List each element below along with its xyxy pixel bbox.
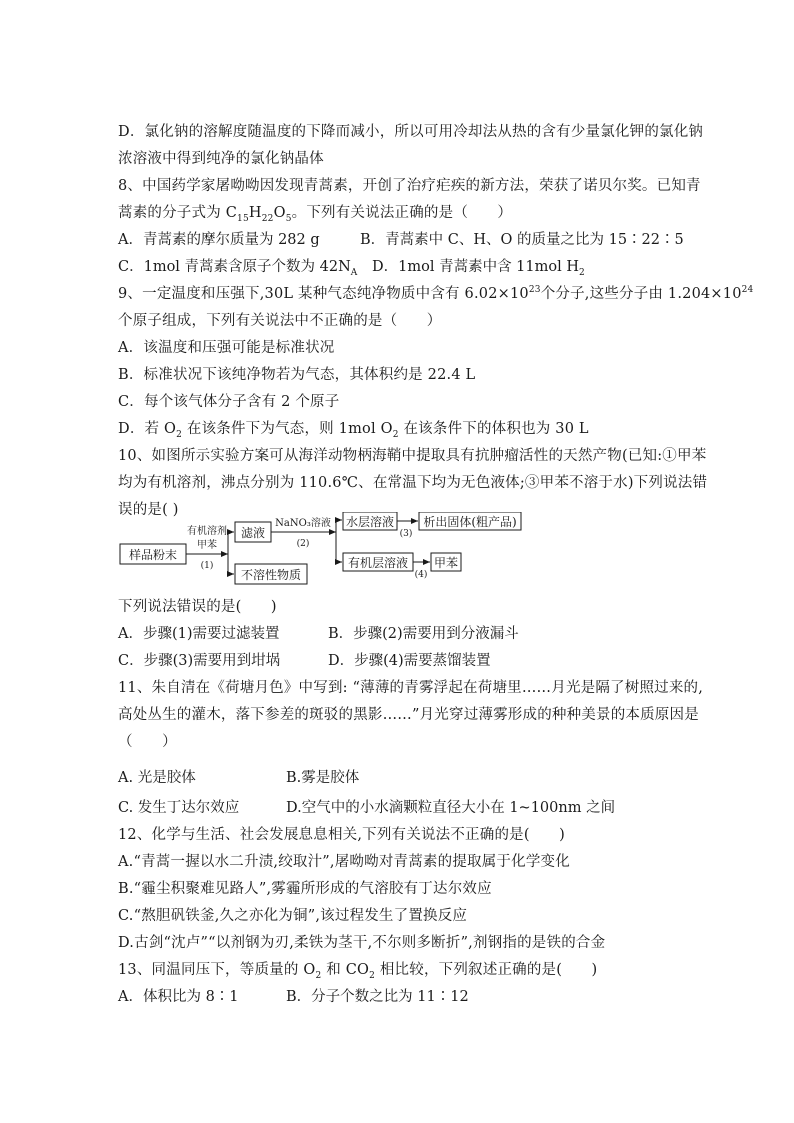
q8-option-a: A．青蒿素的摩尔质量为 282 g [118,232,320,248]
q12-option-d: D.古剑“沈卢”“以剂钢为刃,柔铁为茎干,不尔则多断折”,剂钢指的是铁的合金 [118,935,606,951]
q8-option-d: D．1mol 青蒿素中含 11mol $H_2$ [372,259,585,278]
flow-solid-label: 析出固体(粗产品) [423,515,517,529]
flow-step3: (3) [399,529,413,539]
flow-reagent1-top: 有机溶剂 [187,526,227,537]
q9-option-d: D．若 $O_2$ 在该条件下为气态，则 1mol $O_2$ 在该条件下的体积也为 30 L [118,421,589,440]
flow-sample-label: 样品粉末 [128,548,178,562]
q9-option-b: B．标准状况下该纯净物若为气态，其体积约是 22.4 L [118,367,476,383]
q11-stem-line3: （ ） [118,734,177,750]
q12-option-b: B.“霾尘积聚难见路人”,雾霾所形成的气溶胶有丁达尔效应 [118,881,492,897]
q9-stem-line2: 个原子组成，下列有关说法中不正确的是（ ） [118,313,442,329]
q12-option-c: C.“熬胆矾铁釜,久之亦化为铜”,该过程发生了置换反应 [118,908,468,924]
q10-stem-line3: 误的是( ) [118,502,179,518]
q9-option-c: C．每个该气体分子含有 2 个原子 [118,394,340,410]
q7-option-d-line1: D．氯化钠的溶解度随温度的下降而减小，所以可用冷却法从热的含有少量氯化钾的氯化钠 [118,124,704,140]
q10-option-b: B．步骤(2)需要用到分液漏斗 [328,626,519,642]
q10-stem-line2: 均为有机溶剂，沸点分别为 110.6℃、在常温下均为无色液体;③甲苯不溶于水)下列说法错 [118,475,708,491]
flow-step4: (4) [414,570,428,580]
q7-option-d-line2: 浓溶液中得到纯净的氯化钠晶体 [118,151,324,167]
flow-aqueous-label: 水层溶液 [345,515,395,529]
flow-reagent1-bottom: 甲苯 [197,540,217,551]
flow-filtrate-label: 滤液 [240,526,266,540]
flow-reagent2: NaNO₃溶液 [275,518,331,529]
q8-stem-line1: 8、中国药学家屠呦呦因发现青蒿素，开创了治疗疟疾的新方法，荣获了诺贝尔奖。已知青 [118,178,701,194]
q11-stem-line1: 11、朱自清在《荷塘月色》中写到: “薄薄的青雾浮起在荷塘里……月光是隔了树照过来的, [118,680,704,696]
q9-stem-line1: 9、一定温度和压强下,30L 某种气态纯净物质中含有 $6.02\times 10^{23}$个分子,这些分子由 $1.204\times 10^{24}$ [118,285,754,302]
q11-option-c: C. 发生丁达尔效应 [118,800,240,816]
q11-option-a: A. 光是胶体 [118,770,196,786]
q13-stem: 13、同温同压下，等质量的 $O_2$ 和 $CO_2$ 相比较，下列叙述正确的是( ) [118,962,598,981]
q12-option-a: A.“青蒿一握以水二升渍,绞取汁”,屠呦呦对青蒿素的提取属于化学变化 [118,854,570,870]
q13-option-b: B．分子个数之比为 11∶12 [286,989,469,1005]
q10-question: 下列说法错误的是( ) [118,599,277,615]
q10-stem-line1: 10、如图所示实验方案可从海洋动物柄海鞘中提取具有抗肿瘤活性的天然产物(已知:①甲苯 [118,448,707,464]
q8-option-c: C．1mol 青蒿素含原子个数为 $42N_A$ [118,259,358,278]
q11-stem-line2: 高处丛生的灌木，落下参差的斑驳的黑影……”月光穿过薄雾形成的种种美景的本质原因是 [118,707,699,723]
q13-option-a: A．体积比为 8∶1 [118,989,239,1005]
flow-insoluble-label: 不溶性物质 [240,568,302,582]
q10-flowchart [118,512,538,602]
q12-stem: 12、化学与生活、社会发展息息相关,下列有关说法不正确的是( ) [118,827,565,843]
q9-option-a: A．该温度和压强可能是标准状况 [118,340,335,356]
q11-option-d: D.空气中的小水滴颗粒直径大小在 1~100nm 之间 [286,800,616,816]
q8-stem-line2: 蒿素的分子式为 $C_{15}H_{22}O_5$。下列有关说法正确的是（ ） [118,205,513,224]
flow-step2: (2) [296,539,310,549]
q10-option-d: D．步骤(4)需要蒸馏装置 [328,653,491,669]
q8-option-b: B．青蒿素中 C、H、O 的质量之比为 15∶22∶5 [360,232,684,248]
q10-option-c: C．步骤(3)需要用到坩埚 [118,653,281,669]
flow-toluene-label: 甲苯 [433,556,459,570]
flow-organic-label: 有机层溶液 [347,556,409,570]
q10-option-a: A．步骤(1)需要过滤装置 [118,626,280,642]
flow-step1: (1) [200,561,214,571]
q11-option-b: B.雾是胶体 [286,770,360,786]
